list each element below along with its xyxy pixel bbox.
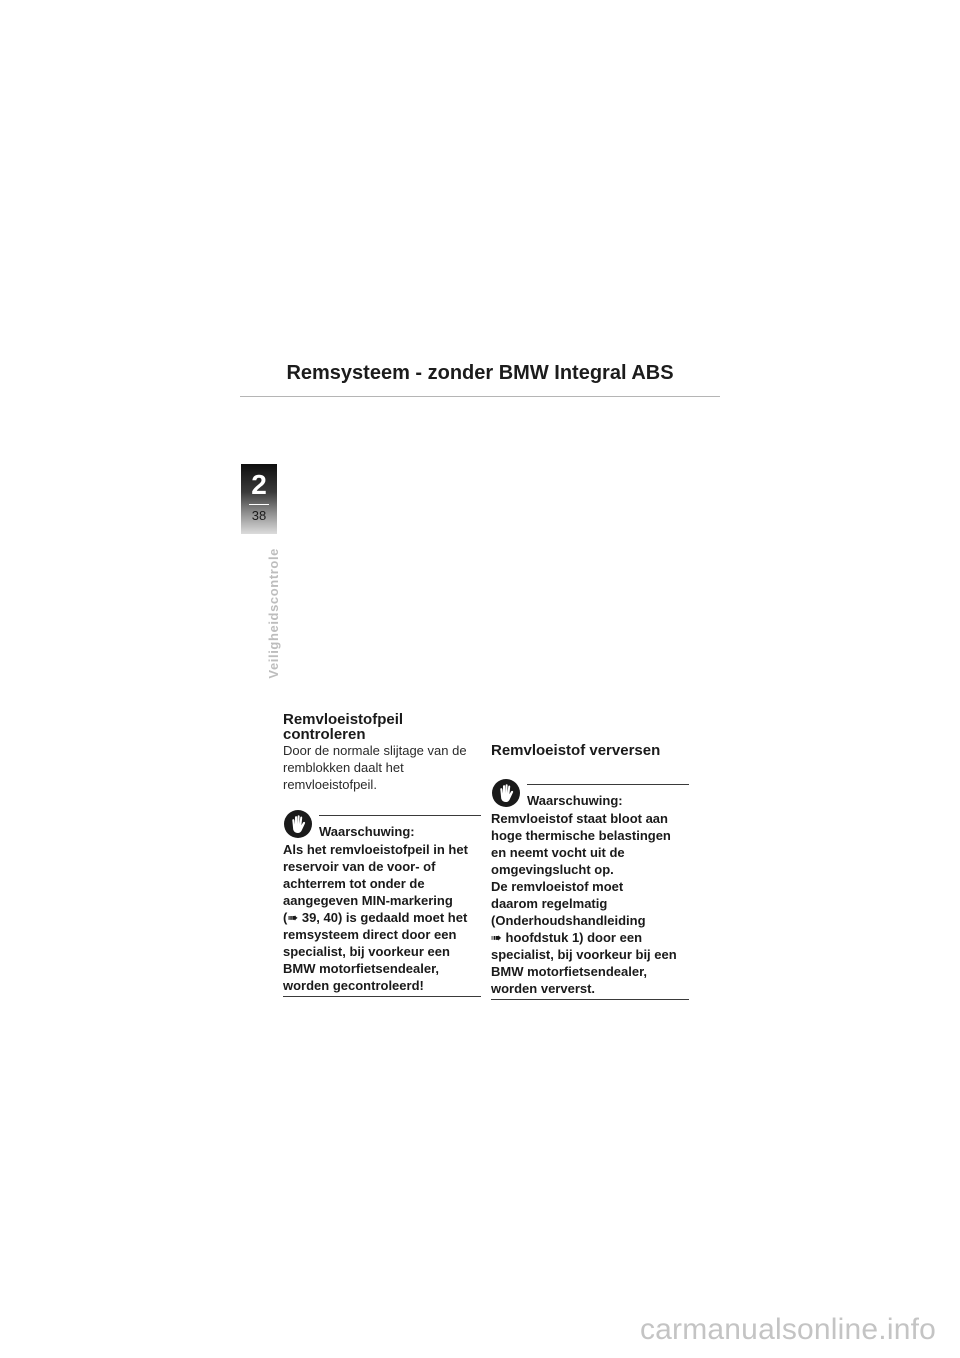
warning-line: remsysteem direct door een — [283, 927, 457, 942]
warning-line: worden gecontroleerd! — [283, 978, 424, 993]
warning-line: (Onderhoudshandleiding — [491, 913, 646, 928]
warning-text — [491, 810, 689, 997]
warning-line: (➠ 39, 40) is gedaald moet het — [283, 910, 468, 925]
section-body — [283, 742, 481, 793]
section-heading — [283, 712, 481, 742]
warning-line: Als het remvloeistofpeil in het — [283, 842, 468, 857]
body-line: Door de normale slijtage van de — [283, 743, 467, 758]
warning-line: aangegeven MIN-markering — [283, 893, 453, 908]
body-line: remvloeistofpeil. — [283, 777, 377, 792]
heading-line: controleren — [283, 726, 366, 743]
warning-title: Waarschuwing: — [319, 824, 415, 839]
warning-text — [283, 841, 481, 994]
warning-hand-icon — [283, 809, 313, 839]
warning-line: BMW motorfietsendealer, — [283, 961, 440, 976]
warning-title: Waarschuwing: — [527, 793, 623, 808]
chapter-number: 2 — [251, 469, 267, 500]
title-divider — [240, 396, 720, 397]
warning-line: BMW motorfietsendealer, — [491, 964, 648, 979]
warning-line: omgevingslucht op. — [491, 862, 614, 877]
warning-top-rule — [527, 784, 689, 785]
warning-line: en neemt vocht uit de — [491, 845, 625, 860]
warning-line: daarom regelmatig — [491, 896, 608, 911]
warning-line: reservoir van de voor- of — [283, 859, 436, 874]
section-brake-fluid-level — [283, 712, 481, 997]
warning-bottom-rule — [283, 996, 481, 997]
chapter-side-label: Veiligheidscontrole — [266, 548, 281, 679]
heading-line: Remvloeistofpeil — [283, 711, 404, 728]
warning-line: worden ververst. — [491, 981, 596, 996]
warning-line: De remvloeistof moet — [491, 879, 624, 894]
body-line: remblokken daalt het — [283, 760, 404, 775]
chapter-divider — [249, 504, 269, 505]
watermark: carmanualsonline.info — [639, 1313, 936, 1346]
chapter-tab — [241, 464, 277, 534]
warning-line: hoge thermische belastingen — [491, 828, 671, 843]
warning-bottom-rule — [491, 999, 689, 1000]
warning-hand-icon — [491, 778, 521, 808]
warning-line: achterrem tot onder de — [283, 876, 425, 891]
page-title: Remsysteem - zonder BMW Integral ABS — [286, 362, 674, 384]
warning-box — [491, 784, 689, 1000]
warning-top-rule — [319, 815, 481, 816]
page-number: 38 — [251, 508, 267, 523]
warning-line: specialist, bij voorkeur bij een — [491, 947, 677, 962]
section-heading: Remvloeistof verversen — [491, 742, 661, 759]
section-brake-fluid-change — [491, 743, 689, 1000]
warning-line: ➠ hoofdstuk 1) door een — [491, 930, 643, 945]
warning-line: specialist, bij voorkeur een — [283, 944, 450, 959]
warning-line: Remvloeistof staat bloot aan — [491, 811, 668, 826]
warning-box — [283, 815, 481, 997]
